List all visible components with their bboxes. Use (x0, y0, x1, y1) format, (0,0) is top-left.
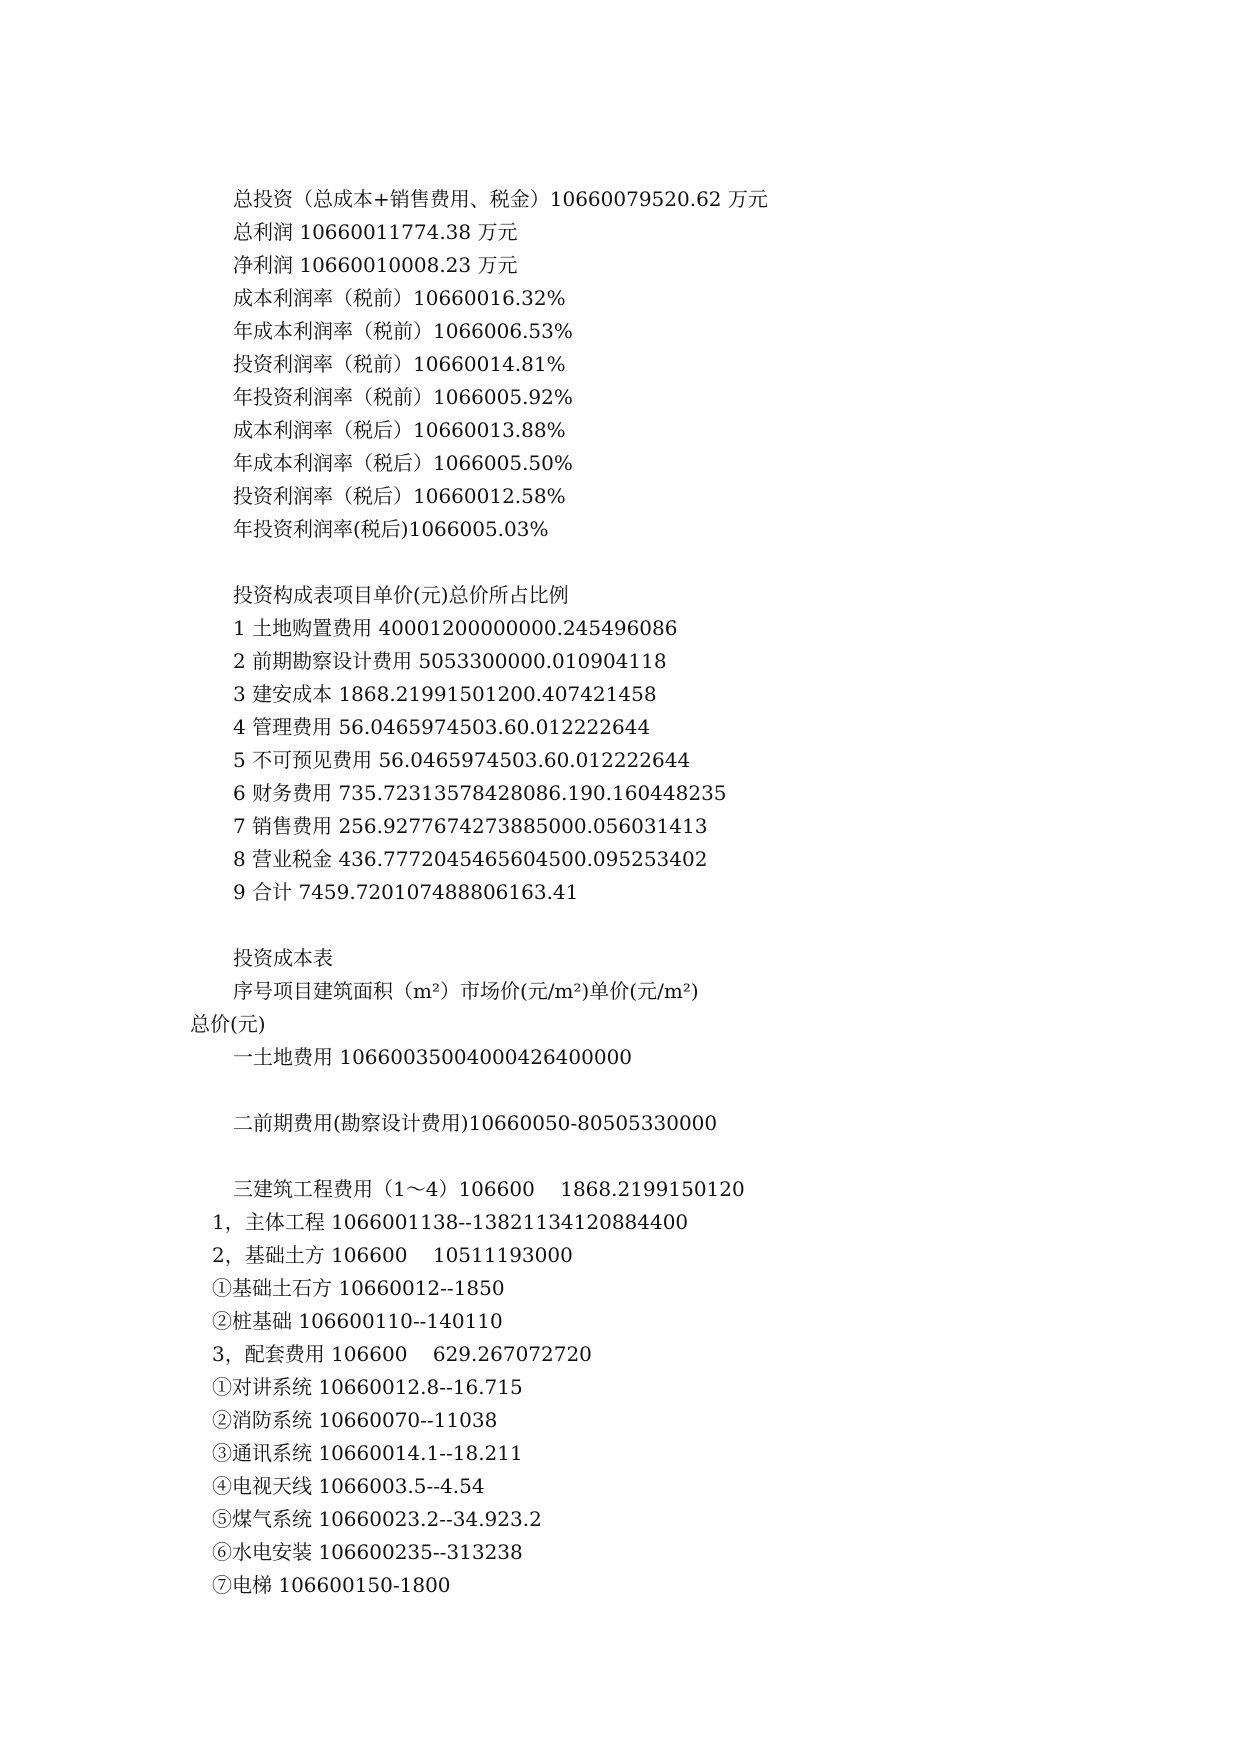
composition-row: 8 营业税金 436.7772045465604500.095253402 (233, 847, 708, 871)
summary-net-profit: 净利润 10660010008.23 万元 (233, 253, 518, 277)
cost-item: ②桩基础 106600110--140110 (212, 1309, 503, 1333)
cost-item: ⑤煤气系统 10660023.2--34.923.2 (212, 1507, 542, 1531)
cost-row-construction: 三建筑工程费用（1～4）106600 1868.2199150120 (233, 1177, 745, 1201)
cost-item: ①基础土石方 10660012--1850 (212, 1276, 505, 1300)
summary-cost-profit-rate-aftertax: 成本利润率（税后）10660013.88% (233, 418, 566, 442)
summary-total-profit: 总利润 10660011774.38 万元 (233, 220, 518, 244)
composition-row: 2 前期勘察设计费用 5053300000.010904118 (233, 649, 667, 673)
cost-item: 1，主体工程 1066001138--13821134120884400 (212, 1210, 689, 1234)
cost-item: ②消防系统 10660070--11038 (212, 1408, 498, 1432)
summary-annual-cost-profit-rate-aftertax: 年成本利润率（税后）1066005.50% (233, 451, 573, 475)
summary-investment-profit-rate-pretax: 投资利润率（税前）10660014.81% (233, 352, 566, 376)
composition-header: 投资构成表项目单价(元)总价所占比例 (233, 583, 569, 607)
summary-cost-profit-rate-pretax: 成本利润率（税前）10660016.32% (233, 286, 566, 310)
cost-item: ⑥水电安装 106600235--313238 (212, 1540, 523, 1564)
cost-item: ⑦电梯 106600150-1800 (212, 1573, 451, 1597)
cost-item: 3，配套费用 106600 629.267072720 (212, 1342, 592, 1366)
summary-investment-profit-rate-aftertax: 投资利润率（税后）10660012.58% (233, 484, 566, 508)
cost-row-land: 一土地费用 106600350040004264000​00 (233, 1045, 633, 1069)
composition-row: 1 土地购置费用 40001200000000.245496086 (233, 616, 678, 640)
composition-row: 4 管理费用 56.0465974503.60.012222644 (233, 715, 651, 739)
composition-total-row: 9 合计 7459.720107488806163.41 (233, 880, 579, 904)
summary-annual-cost-profit-rate-pretax: 年成本利润率（税前）1066006.53% (233, 319, 573, 343)
composition-row: 6 财务费用 735.72313578428086.190.160448235 (233, 781, 727, 805)
cost-table-header: 序号项目建筑面积（m²）市场价(元/m²)单价(元/m²) (233, 979, 699, 1003)
summary-total-investment: 总投资（总成本+销售费用、税金）10660079520.62 万元 (233, 187, 768, 211)
composition-row: 7 销售费用 256.9277674273885000.056031413 (233, 814, 708, 838)
cost-table-title: 投资成本表 (233, 946, 333, 970)
cost-item: ③通讯系统 10660014.1--18.211 (212, 1441, 523, 1465)
cost-table-header-continued: 总价(元) (190, 1012, 266, 1036)
cost-item: ④电视天线 1066003.5--4.54 (212, 1474, 485, 1498)
cost-item: 2，基础土方 106600 10511193000 (212, 1243, 573, 1267)
cost-row-pre-fees: 二前期费用(勘察设计费用)10660050-80505330000 (233, 1111, 718, 1135)
composition-row: 3 建安成本 1868.21991501200.407421458 (233, 682, 657, 706)
summary-annual-investment-profit-rate-pretax: 年投资利润率（税前）1066005.92% (233, 385, 573, 409)
summary-annual-investment-profit-rate-aftertax: 年投资利润率(税后)1066005.03% (233, 517, 549, 541)
composition-row: 5 不可预见费用 56.0465974503.60.012222644 (233, 748, 691, 772)
cost-item: ①对讲系统 10660012.8--16.715 (212, 1375, 523, 1399)
